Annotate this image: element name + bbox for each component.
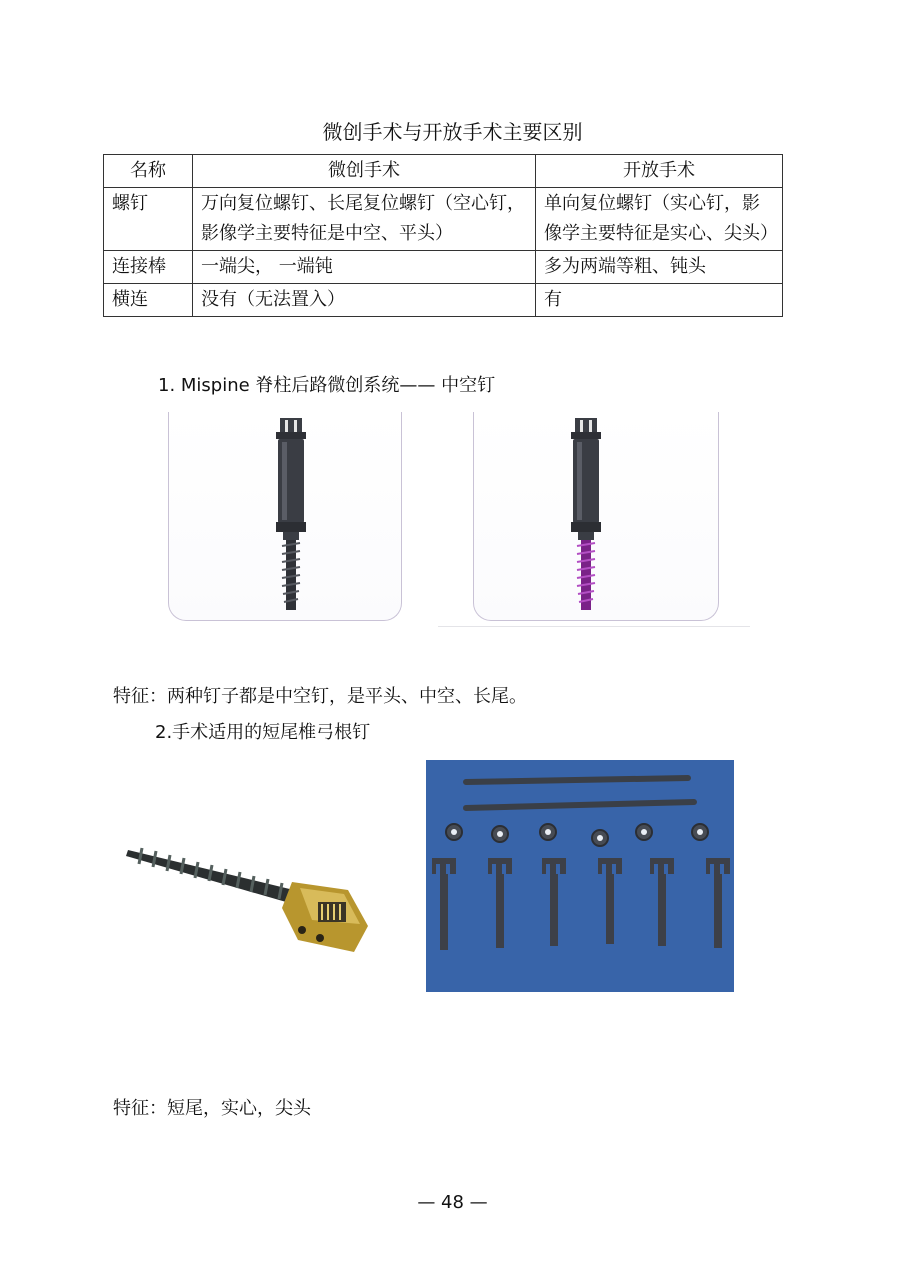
short-tail-screw-image [122,830,372,960]
table-row [104,251,783,284]
feature2-text: 特征：短尾，实心，尖头 [113,1098,311,1119]
hollow-screw-purple-icon [474,412,718,620]
page-number: — 48 — [417,1192,488,1213]
section2-heading: 2.手术适用的短尾椎弓根钉 [155,722,371,743]
pedicle-screw-icon [122,830,372,960]
table-header-row [104,155,783,188]
page-title: 微创手术与开放手术主要区别 [322,120,583,144]
table-cell: 多为两端等粗、钝头 [536,251,783,284]
section1-heading: 1. Mispine 脊柱后路微创系统—— 中空钉 [158,375,496,396]
feature1-text: 特征：两种钉子都是中空钉，是平头、中空、长尾。 [113,686,527,707]
screw-set-icon [426,760,734,992]
table-cell: 一端尖， 一端钝 [193,251,536,284]
table-row [104,188,783,251]
table-cell: 单向复位螺钉（实心钉，影像学主要特征是实心、尖头） [536,188,783,251]
table-cell: 螺钉 [104,188,193,251]
header-minimally-invasive: 微创手术 [193,155,536,188]
table-cell: 没有（无法置入） [193,284,536,317]
header-open-surgery: 开放手术 [536,155,783,188]
table-cell: 横连 [104,284,193,317]
screw-set-image [426,760,734,992]
divider [438,626,750,627]
table-cell: 有 [536,284,783,317]
table-cell: 万向复位螺钉、长尾复位螺钉（空心钉， 影像学主要特征是中空、平头） [193,188,536,251]
header-name: 名称 [104,155,193,188]
comparison-table [103,154,783,317]
hollow-screw-image-purple [473,412,719,621]
hollow-screw-image-dark [168,412,402,621]
table-row [104,284,783,317]
hollow-screw-dark-icon [169,412,401,620]
table-cell: 连接棒 [104,251,193,284]
